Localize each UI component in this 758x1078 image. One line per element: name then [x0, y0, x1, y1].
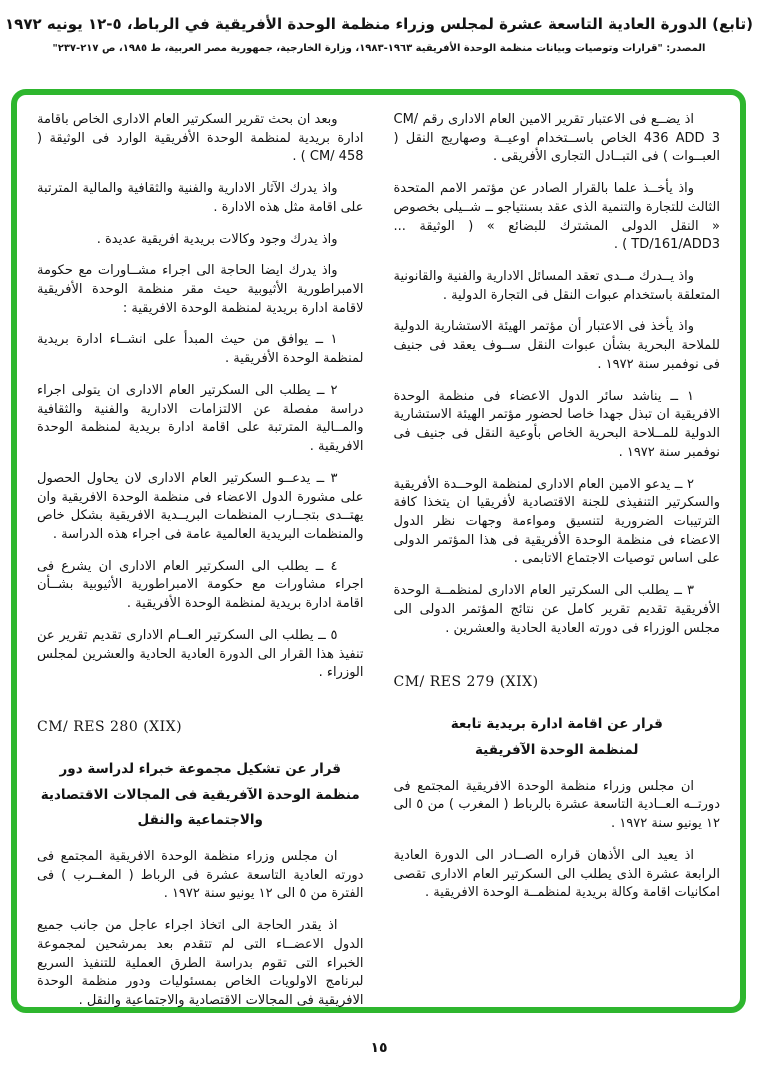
paragraph: اذ يعيد الى الأذهان قراره الصــادر الى الدورة العادية الرابعة عشرة الذى يطلب الى السكرتير العام الادارى تقصى امكانيات اقامة وكالة بريدية لمنظمــة الوحدة الافريقية .	[393, 847, 720, 901]
resolution-title	[394, 712, 721, 763]
list-item: ٣ ــ يطلب الى السكرتير العام الادارى لمنظمــة الوحدة الأفريقية تقديم تقرير كامل عن نتائج المؤتمر الدولى الى مجلس الوزراء فى دورته العادية الحادية والعشرين .	[393, 583, 720, 636]
resolution-title-line: منظمة الوحدة الآفريقية فى المجالات الاقتصادية	[40, 786, 360, 803]
resolution-code: CM/ RES 280 (XIX)	[37, 718, 183, 735]
paragraph: اذ يقدر الحاجة الى اتخاذ اجراء عاجل من جانب جميع الدول الاعضــاء التى لم تتقدم بعد بمرشحين لمجموعة الخبراء التى تقوم بدراسة الطرق العملية للتنفيذ السريع لبرنامج الاولويات الخاص بمسئوليات ودور منظمة الوحدة الافريقية فى المجالات الاقتصادية والاجتماعية والنقل .	[37, 918, 364, 1009]
resolution-title-line: والاجتماعية والنقل	[137, 812, 263, 829]
paragraph: وبعد ان بحث تقرير السكرتير العام الادارى الخاص باقامة ادارة بريدية لمنظمة الوحدة الأفريقية الوارد فى الوثيقة ( CM/ 458 ) .	[37, 112, 364, 165]
page-header	[0, 0, 758, 54]
paragraph: واذ يأخذ فى الاعتبار أن مؤتمر الهيئة الاستشارية الدولية للملاحة البحرية بشأن عبوات النقل ســوف يعقد فى جنيف فى نوفمبر سنة ١٩٧٢ .	[393, 319, 720, 372]
paragraph: واذ يدرك الآثار الادارية والفنية والثقافية والمالية المترتبة على اقامة مثل هذه الادارة .	[37, 181, 364, 215]
list-item: ٤ ــ يطلب الى السكرتير العام الادارى ان يشرع فى اجراء مشاورات مع حكومة الامبراطورية الأثيوبية بشــأن اقامة ادارة بريدية لمنظمة الوحدة الأفريقية .	[37, 558, 364, 612]
paragraph: اذ يضــع فى الاعتبار تقرير الامين العام الادارى رقم CM/ 436 ADD 3 الخاص باســتخدام اوعيــة وصهاريج النقل ( العبــوات ) فى التبــادل التجارى الأفريقى .	[393, 112, 721, 165]
column-left	[37, 111, 364, 1009]
list-item: ١ ــ يناشد سائر الدول الاعضاء فى منظمة الوحدة الافريقية ان تبذل جهدا خاصا لحضور مؤتمر الهيئة الاستشارية الدولية للمــلاحة البحرية الخاص بأوعية النقل فى جنيف فى نوفمبر سنة ١٩٧٢ .	[393, 388, 720, 460]
resolution-code: CM/ RES 279 (XIX)	[393, 674, 539, 691]
resolution-title-line: قرار عن تشكيل مجموعة خبراء لدراسة دور	[59, 761, 341, 778]
list-item: ٢ ــ يدعو الامين العام الادارى لمنظمة الوحــدة الأفريقية والسكرتير التنفيذى للجنة الاقتصادية لأفريقيا ان يتخذا كافة الترتيبات الضرورية لتنسيق ومواءمة وجهات نظر الدول الاعضاء فى منظمة الوحدة الأفريقية فى هذا المؤتمر الدولى على اساس توصيات الاجتماع الاتابمى .	[393, 476, 720, 567]
list-item: ٢ ــ يطلب الى السكرتير العام الادارى ان يتولى اجراء دراسة مفصلة عن الالتزامات الادارية والفنية والثقافية والمــالية المترتبة على اقامة ادارة بريدية لمنظمة الوحدة الافريقية .	[37, 382, 364, 455]
column-right	[394, 111, 721, 997]
paragraph: واذ يأخــذ علما بالقرار الصادر عن مؤتمر الامم المتحدة الثالث للتجارة والتنمية الذى عقد بسنتياجو ــ شــيلى بخصوص « النقل الدولى المشترك للبضائع » ( الوثيقة ... TD/161/ADD3 ) .	[393, 181, 720, 253]
list-item: ٣ ــ يدعــو السكرتير العام الادارى لان يحاول الحصول على مشورة الدول الاعضاء فى منظمة الوحدة الافريقية وان يهتــدى بتجــارب المنظمات البريــدية الافريقية بشكل خاص والمنظمات البريدية العالمية عامة فى اجراء هذه الدراسة .	[37, 470, 364, 542]
list-item: ١ ــ يوافق من حيث المبدأ على انشــاء ادارة بريدية لمنظمة الوحدة الأفريقية .	[37, 332, 364, 367]
paragraph: ان مجلس وزراء منظمة الوحدة الافريقية المجتمع فى دورتــه العــادية التاسعة عشرة بالرباط ( المغرب ) من ٥ الى ١٢ يونيو سنة ١٩٧٢ .	[393, 778, 720, 832]
source-citation: المصدر: "قرارات وتوصيات وبيانات منظمة الوحدة الأفريقية ١٩٦٣-١٩٨٣، وزارة الخارجية، جمهورية مصر العربية، ط ١٩٨٥، ص ٢١٧-٢٣٧"	[52, 43, 706, 54]
page-number: ١٥	[370, 1040, 388, 1056]
resolution-title-line: لمنظمة الوحدة الآفريقية	[475, 742, 639, 759]
resolution-title-line: قرار عن اقامة ادارة بريدية تابعة	[450, 716, 663, 733]
content-frame	[11, 89, 746, 1013]
list-item: ٥ ــ يطلب الى السكرتير العــام الادارى تقديم تقرير عن تنفيذ هذا القرار الى الدورة العادية الحادية والعشرين لمجلس الوزراء .	[37, 627, 364, 681]
paragraph: واذ يــدرك مــدى تعقد المسائل الادارية والفنية والقانونية المتعلقة باستخدام عبوات النقل فى التجارة الدولية .	[393, 269, 720, 303]
paragraph: ان مجلس وزراء منظمة الوحدة الافريقية المجتمع فى دورته العادية التاسعة عشرة فى الرباط ( المغــرب ) فى الفترة من ٥ الى ١٢ يونيو سنة ١٩٧٢ .	[37, 849, 364, 902]
paragraph: واذ يدرك ايضا الحاجة الى اجراء مشــاورات مع حكومة الامبراطورية الأثيوبية حيث مقر منظمة الوحدة الأفريقية لاقامة ادارة بريدية لمنظمة الوحدة الافريقية :	[37, 263, 364, 316]
session-title: (تابع) الدورة العادية التاسعة عشرة لمجلس وزراء منظمة الوحدة الأفريقية في الرباط، ٥-١٢ يونيه ١٩٧٢	[5, 15, 753, 33]
two-column-layout	[17, 95, 740, 1007]
paragraph: واذ يدرك وجود وكالات بريدية افريقية عديدة .	[96, 231, 338, 247]
resolution-title	[37, 757, 364, 834]
